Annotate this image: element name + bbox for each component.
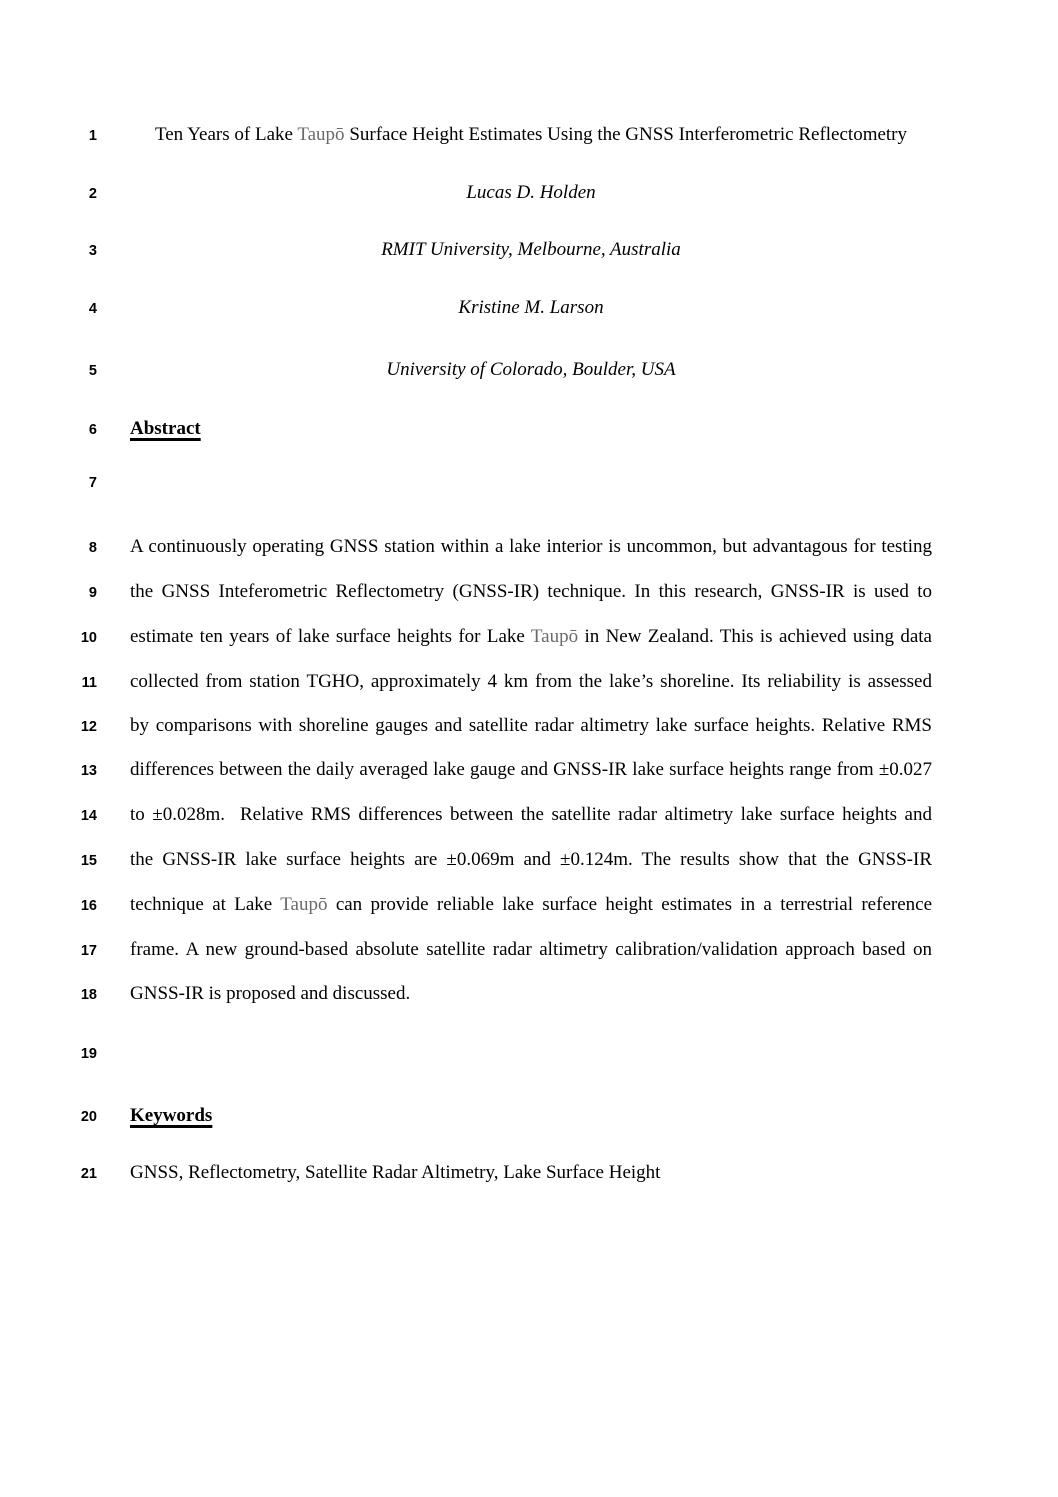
abstract-line-post: in New Zealand. This is achieved using data (578, 626, 932, 647)
author-name: Lucas D. Holden (466, 182, 596, 203)
abstract-line: GNSS-IR is proposed and discussed. (130, 983, 411, 1004)
author-name: Kristine M. Larson (458, 297, 604, 318)
affiliation-row (0, 359, 1058, 382)
line-number: 11 (81, 675, 97, 691)
line-number: 10 (80, 630, 97, 646)
line-number: 19 (80, 1046, 97, 1062)
line-number: 7 (88, 475, 97, 491)
line-number: 21 (80, 1166, 97, 1182)
taupo-text: Taupō (530, 626, 579, 647)
paper-title-pre: Ten Years of Lake (154, 124, 298, 145)
abstract-line (130, 894, 932, 917)
abstract-line-pre: technique at Lake (130, 894, 281, 915)
abstract-line: differences between the daily averaged lake gauge and GNSS-IR lake surface heights range from ±0.027 (130, 759, 932, 780)
line-number: 1 (88, 128, 97, 144)
abstract-line-row (0, 983, 1058, 1006)
line-number: 2 (88, 186, 97, 202)
line-number: 3 (88, 243, 97, 259)
line-number: 8 (88, 540, 97, 556)
taupo-text: Taupō (297, 124, 345, 145)
abstract-line: A continuously operating GNSS station within a lake interior is uncommon, but advantagous for testing (130, 536, 932, 557)
line-number: 4 (88, 301, 97, 317)
abstract-line-pre: estimate ten years of lake surface heights for Lake (130, 626, 531, 647)
abstract-line-row (0, 536, 1058, 559)
keywords-heading: Keywords (130, 1105, 213, 1126)
author-affiliation: RMIT University, Melbourne, Australia (381, 239, 681, 260)
line-number: 12 (80, 719, 97, 735)
line-number: 20 (80, 1109, 97, 1125)
abstract-line (130, 626, 932, 649)
keywords-row (0, 1162, 1058, 1185)
line-number: 16 (80, 898, 97, 914)
abstract-line-row (0, 804, 1058, 827)
line-number: 6 (88, 422, 97, 438)
abstract-line-row (0, 671, 1058, 694)
abstract-line-row (0, 581, 1058, 604)
abstract-heading: Abstract (130, 418, 201, 439)
abstract-line-row (0, 759, 1058, 782)
abstract-line-row (0, 939, 1058, 962)
title-row (0, 124, 1058, 147)
abstract-line: to ±0.028m. Relative RMS differences between the satellite radar altimetry lake surface heights and (130, 804, 932, 825)
line-number: 5 (88, 363, 97, 379)
blank-row (0, 475, 1058, 491)
keywords-heading-row (0, 1105, 1058, 1128)
abstract-line: frame. A new ground-based absolute satellite radar altimetry calibration/validation approach based on (130, 939, 932, 960)
abstract-line-row (0, 894, 1058, 917)
author-affiliation: University of Colorado, Boulder, USA (386, 359, 676, 380)
blank-row (0, 1046, 1058, 1062)
line-number: 18 (80, 987, 97, 1003)
keywords-list: GNSS, Reflectometry, Satellite Radar Altimetry, Lake Surface Height (130, 1162, 661, 1183)
paper-title (130, 124, 932, 147)
line-number: 13 (80, 763, 97, 779)
line-number: 15 (80, 853, 97, 869)
abstract-line: the GNSS Inteferometric Reflectometry (GNSS-IR) technique. In this research, GNSS-IR is used to (130, 581, 932, 602)
paper-title-post: Surface Height Estimates Using the GNSS Interferometric Reflectometry (344, 124, 908, 145)
abstract-line: the GNSS-IR lake surface heights are ±0.069m and ±0.124m. The results show that the GNSS-IR (130, 849, 932, 870)
line-number: 14 (80, 808, 97, 824)
line-number: 17 (80, 943, 97, 959)
author-row (0, 182, 1058, 205)
abstract-heading-row (0, 418, 1058, 441)
abstract-line-row (0, 849, 1058, 872)
abstract-line-post: can provide reliable lake surface height estimates in a terrestrial reference (327, 894, 933, 915)
taupo-text: Taupō (280, 894, 328, 915)
abstract-line-row (0, 626, 1058, 649)
abstract-line-row (0, 715, 1058, 738)
line-number: 9 (88, 585, 97, 601)
abstract-line: by comparisons with shoreline gauges and satellite radar altimetry lake surface heights. Relative RMS (130, 715, 932, 736)
author-row (0, 297, 1058, 320)
affiliation-row (0, 239, 1058, 262)
abstract-line: collected from station TGHO, approximately 4 km from the lake’s shoreline. Its reliability is assessed (130, 671, 932, 692)
